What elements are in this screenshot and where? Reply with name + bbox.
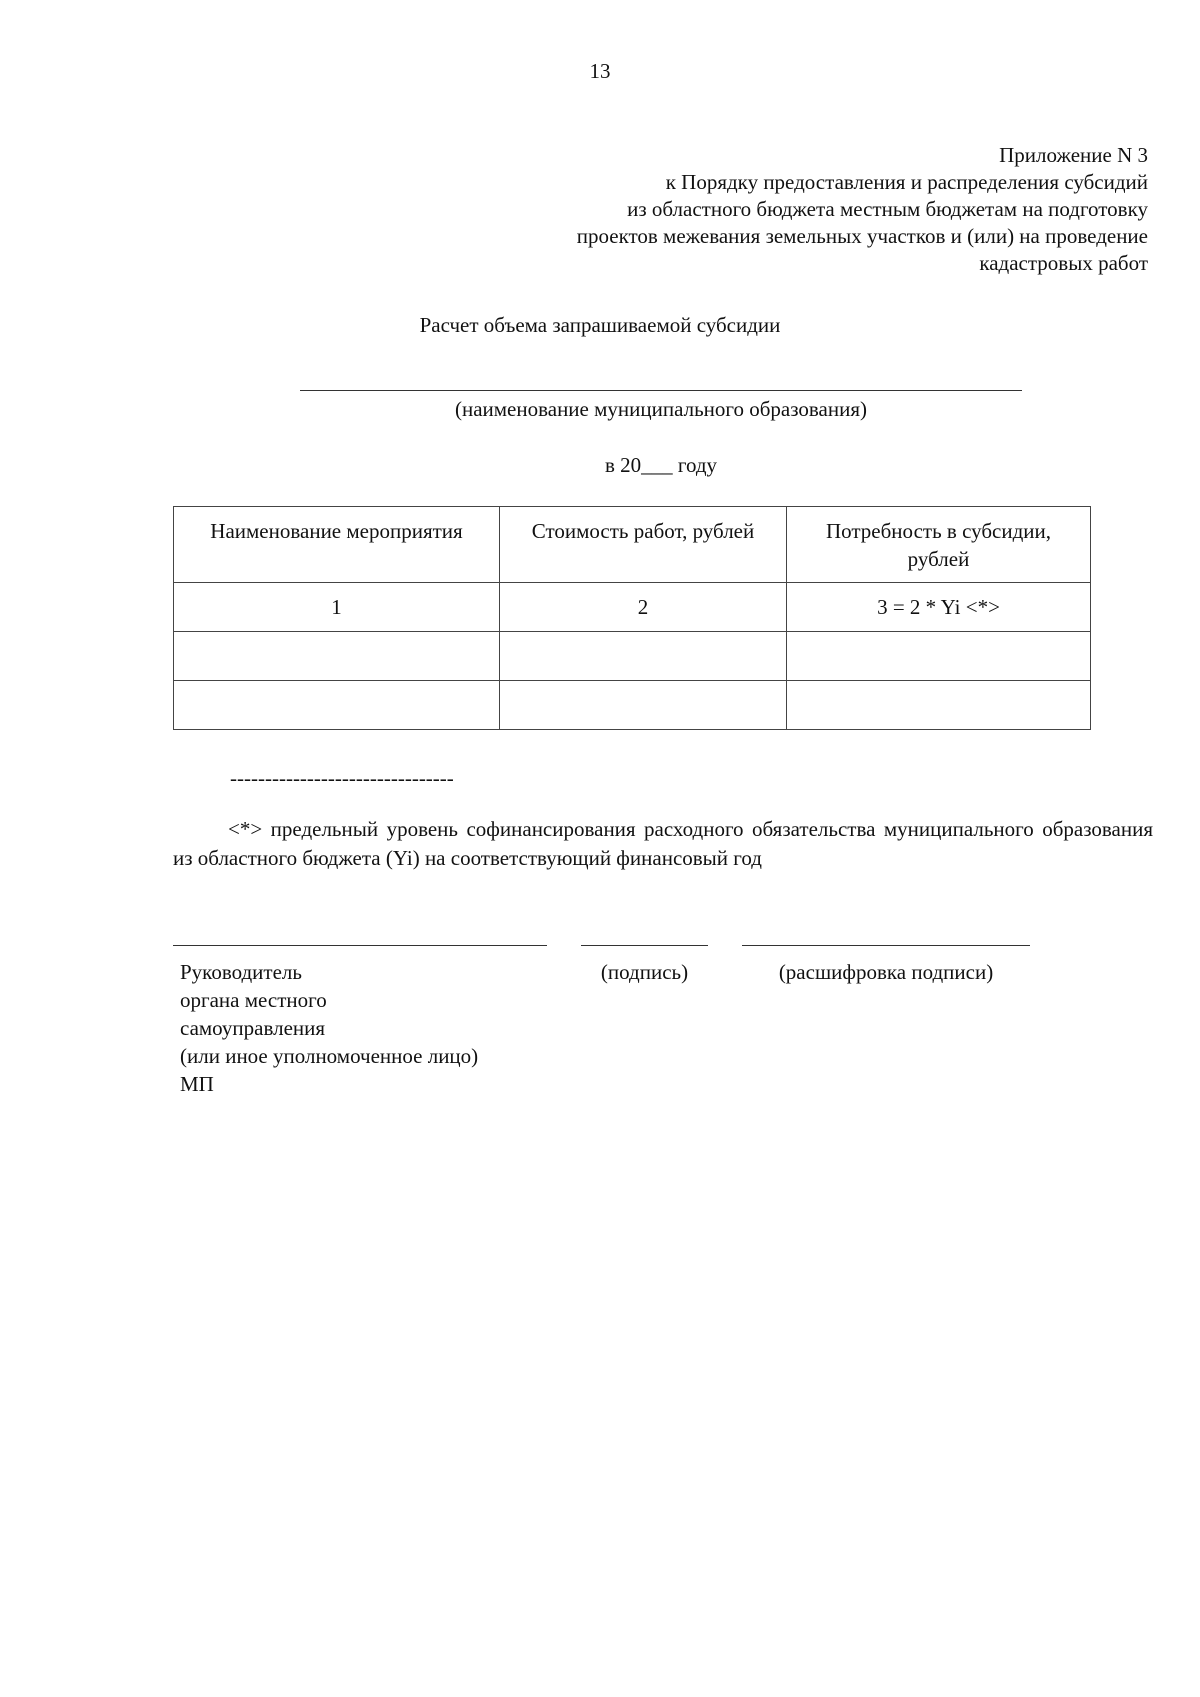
- table-cell: [500, 681, 787, 730]
- signatory-line: Руководитель: [180, 960, 302, 984]
- table-cell: 1: [174, 583, 500, 632]
- table-cell: 2: [500, 583, 787, 632]
- subsidy-table: [173, 506, 1091, 730]
- page-number: 13: [589, 59, 611, 83]
- table-cell: 3 = 2 * Yi <*>: [787, 583, 1091, 632]
- table-row: [174, 681, 1091, 730]
- appendix-line: кадастровых работ: [979, 251, 1148, 275]
- year-text: в 20___ году: [604, 453, 718, 477]
- footnote-separator: --------------------------------: [230, 766, 454, 790]
- appendix-line: к Порядку предоставления и распределения субсидий: [665, 170, 1148, 194]
- head-signature-line: [173, 945, 547, 946]
- table-cell: [787, 681, 1091, 730]
- table-header-cell: Потребность в субсидии, рублей: [787, 507, 1091, 583]
- appendix-line: проектов межевания земельных участков и (или) на проведение: [576, 224, 1148, 248]
- table-cell: [174, 632, 500, 681]
- footnote-text: <*> предельный уровень софинансирования расходного обязательства муниципального образования из областного бюджета (Yi) на соответствующий финансовый год: [173, 817, 1153, 870]
- table-cell: [174, 681, 500, 730]
- decoding-line: [742, 945, 1030, 946]
- signature-label: (подпись): [600, 960, 689, 984]
- municipality-fill-line: [300, 390, 1022, 391]
- signatory-line: самоуправления: [180, 1016, 326, 1040]
- table-header-cell: Наименование мероприятия: [174, 507, 500, 583]
- appendix-line: из областного бюджета местным бюджетам на подготовку: [627, 197, 1148, 221]
- appendix-header: [428, 142, 1148, 277]
- signatory-line: органа местного: [180, 988, 327, 1012]
- document-title: Расчет объема запрашиваемой субсидии: [419, 313, 781, 337]
- table-cell: [500, 632, 787, 681]
- signatory-block: [180, 958, 560, 1098]
- municipality-caption: (наименование муниципального образования): [454, 397, 868, 421]
- table-cell: [787, 632, 1091, 681]
- table-number-row: [174, 583, 1091, 632]
- table-header-row: [174, 507, 1091, 583]
- appendix-line: Приложение N 3: [999, 143, 1148, 167]
- table-row: [174, 632, 1091, 681]
- footnote: [173, 815, 1153, 873]
- signature-line: [581, 945, 708, 946]
- signatory-line: (или иное уполномоченное лицо): [180, 1044, 479, 1068]
- decoding-label: (расшифровка подписи): [778, 960, 994, 984]
- table-header-cell: Стоимость работ, рублей: [500, 507, 787, 583]
- stamp-label: МП: [180, 1072, 214, 1096]
